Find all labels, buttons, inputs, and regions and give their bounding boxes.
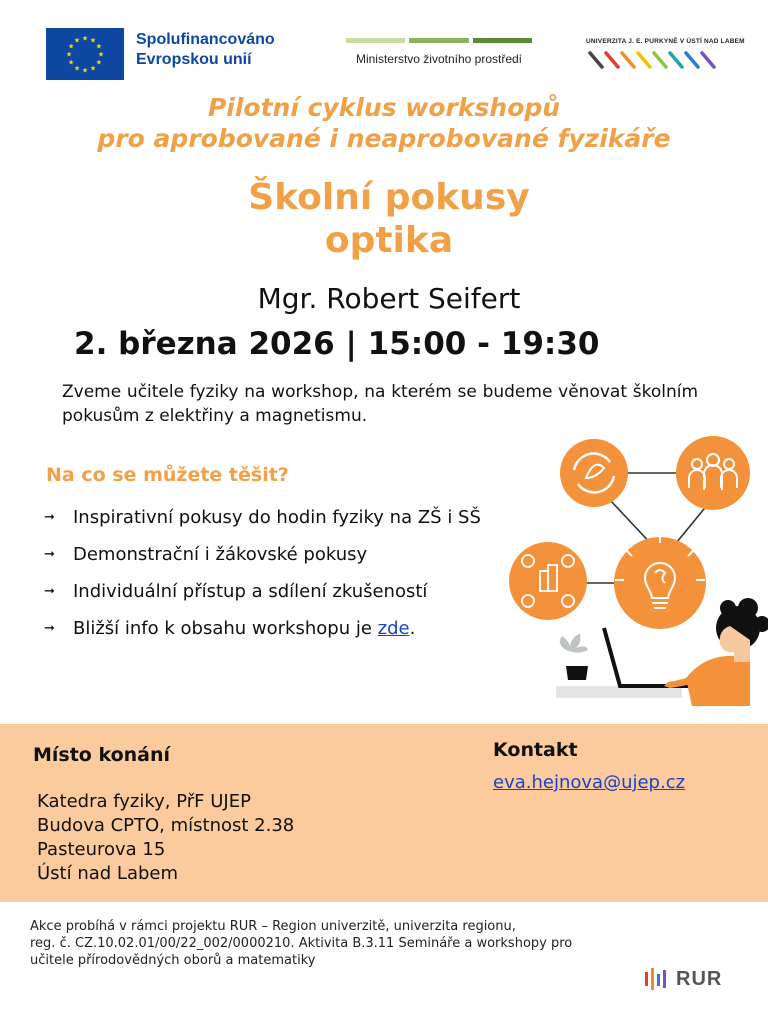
list-item	[44, 580, 484, 604]
list-item-text: Individuální přístup a sdílení zkušeností	[73, 581, 428, 602]
venue-line: Pasteurova 15	[37, 839, 166, 860]
eu-star: ★	[68, 42, 75, 51]
university-label: UNIVERZITA J. E. PURKYNĚ V ÚSTÍ NAD LABEM	[586, 38, 745, 45]
venue-address	[37, 790, 294, 886]
title-line-2: optika	[324, 220, 454, 261]
eu-star: ★	[65, 50, 73, 59]
eu-star: ★	[95, 58, 102, 67]
subtitle-line-1: Pilotní cyklus workshopů	[207, 93, 561, 122]
eu-star: ★	[97, 50, 105, 59]
event-subtitle	[0, 92, 768, 154]
contact-email-link[interactable]: eva.hejnova@ujep.cz	[493, 772, 686, 793]
footer-line-2: reg. č. CZ.10.02.01/00/22_002/0000210. Aktivita B.3.11 Semináře a workshopy pro	[30, 936, 573, 951]
eu-star: ★	[73, 36, 81, 45]
list-item	[44, 506, 484, 530]
eu-cofunded-label	[136, 30, 275, 70]
arrow-bullet-icon: ➞	[44, 510, 55, 525]
subtitle-line-2: pro aprobované i neaprobované fyzikáře	[97, 124, 671, 153]
rur-wordmark: RUR	[676, 967, 723, 990]
eu-line-2: Evropskou unií	[136, 51, 252, 68]
venue-line: Budova CPTO, místnost 2.38	[37, 815, 295, 836]
venue-line: Ústí nad Labem	[37, 863, 179, 884]
arrow-bullet-icon: ➞	[44, 547, 55, 562]
eu-star: ★	[89, 36, 97, 45]
rur-bars-icon	[644, 966, 670, 992]
eu-star: ★	[73, 64, 81, 73]
ministry-label: Ministerstvo životního prostředí	[355, 52, 523, 66]
ministry-logo	[346, 38, 532, 66]
list-item-text: Demonstrační i žákovské pokusy	[73, 544, 368, 565]
workshop-illustration	[500, 428, 768, 708]
venue-heading: Místo konání	[33, 744, 171, 766]
rur-logo	[644, 966, 722, 992]
university-stripes-icon	[586, 45, 720, 71]
list-item-suffix: .	[409, 618, 416, 639]
list-item	[44, 543, 484, 567]
university-logo	[586, 38, 745, 75]
eu-line-1: Spolufinancováno	[136, 31, 275, 48]
city-network-icon	[509, 542, 587, 620]
eu-flag-icon	[46, 28, 124, 80]
plant-pot-icon	[560, 634, 588, 680]
arrow-bullet-icon: ➞	[44, 621, 55, 636]
event-intro: Zveme učitele fyziky na workshop, na kterém se budeme věnovat školním pokusům z elektřiny a magnetismu.	[62, 382, 698, 426]
title-line-1: Školní pokusy	[248, 177, 530, 218]
benefits-list	[44, 506, 484, 654]
eu-star: ★	[68, 58, 75, 67]
eu-star: ★	[81, 66, 89, 75]
speaker-name: Mgr. Robert Seifert	[257, 282, 521, 315]
eu-star: ★	[89, 64, 97, 73]
list-item-text: Inspirativní pokusy do hodin fyziky na ZŠ i SŠ	[73, 507, 481, 528]
eu-star: ★	[81, 34, 89, 43]
footer-line-1: Akce probíhá v rámci projektu RUR – Region univerzitě, univerzita regionu,	[30, 919, 516, 934]
people-group-icon	[676, 436, 750, 510]
contact-heading: Kontakt	[493, 739, 578, 761]
lightbulb-brain-icon	[614, 534, 706, 629]
footer-line-3: učitele přírodovědných oborů a matematiky	[30, 953, 316, 968]
venue-line: Katedra fyziky, PřF UJEP	[37, 791, 251, 812]
footer-note	[30, 918, 736, 969]
info-link[interactable]: zde	[377, 618, 410, 639]
benefits-heading: Na co se můžete těšit?	[46, 464, 289, 486]
list-item-text: Bližší info k obsahu workshopu je	[73, 618, 378, 639]
recycle-leaf-icon	[560, 439, 628, 507]
arrow-bullet-icon: ➞	[44, 584, 55, 599]
event-datetime: 2. března 2026 | 15:00 - 19:30	[74, 326, 600, 362]
list-item	[44, 617, 484, 641]
event-title	[0, 176, 768, 262]
eu-star: ★	[95, 42, 102, 51]
